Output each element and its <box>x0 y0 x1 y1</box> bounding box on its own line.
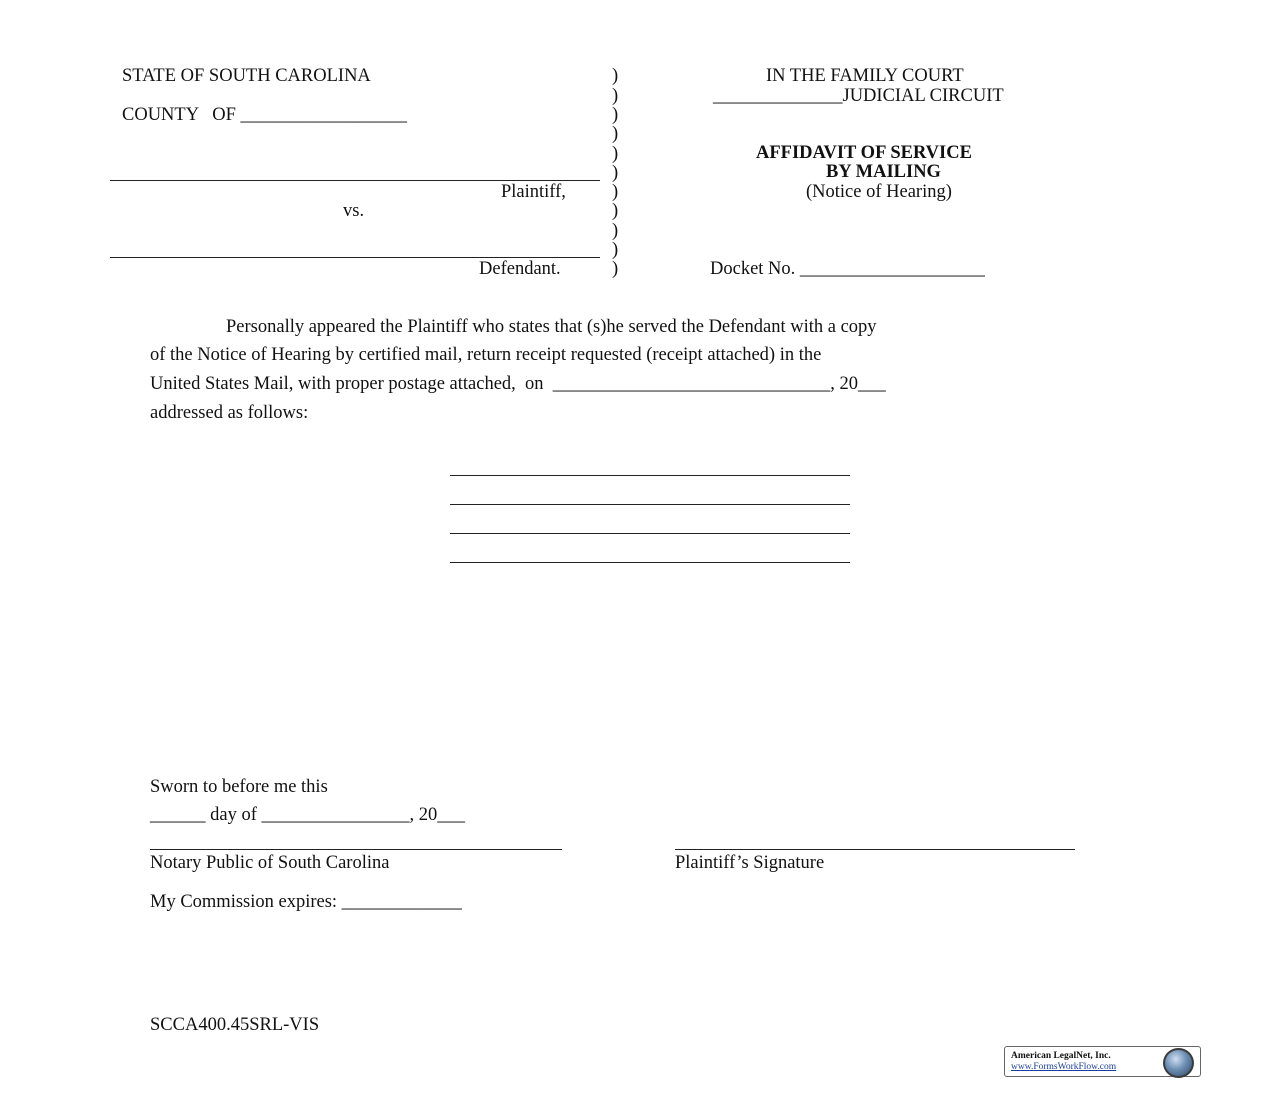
globe-icon <box>1163 1048 1194 1078</box>
plaintiff-signature-line[interactable] <box>675 849 1075 850</box>
document-title: AFFIDAVIT OF SERVICE <box>756 143 972 163</box>
sworn-text: Sworn to before me this <box>150 777 328 797</box>
court-name: IN THE FAMILY COURT <box>766 66 964 86</box>
address-line[interactable] <box>450 475 850 476</box>
defendant-label: Defendant. <box>479 259 561 279</box>
vs-label: vs. <box>343 201 365 221</box>
county-field[interactable]: COUNTY OF __________________ <box>122 105 408 125</box>
plaintiff-label: Plaintiff, <box>501 182 566 202</box>
paren: ) <box>612 124 619 144</box>
body-line-1: Personally appeared the Plaintiff who states that (s)he served the Defendant with a copy <box>226 317 877 337</box>
defendant-name-line[interactable] <box>110 257 600 258</box>
logo-url-link[interactable]: www.FormsWorkFlow.com <box>1011 1062 1117 1072</box>
notary-label: Notary Public of South Carolina <box>150 853 390 873</box>
paren: ) <box>612 86 619 106</box>
address-line[interactable] <box>450 504 850 505</box>
logo-company-name: American LegalNet, Inc. <box>1011 1051 1111 1061</box>
form-code: SCCA400.45SRL-VIS <box>150 1015 320 1035</box>
paren: ) <box>612 182 619 202</box>
publisher-logo <box>1004 1046 1201 1077</box>
state-heading: STATE OF SOUTH CAROLINA <box>122 66 371 86</box>
address-line[interactable] <box>450 562 850 563</box>
document-title-line2: BY MAILING <box>826 162 941 182</box>
sworn-date-field[interactable]: ______ day of ________________, 20___ <box>150 805 465 825</box>
plaintiff-name-line[interactable] <box>110 180 600 181</box>
notary-signature-line[interactable] <box>150 849 562 850</box>
paren: ) <box>612 259 619 279</box>
body-line-2: of the Notice of Hearing by certified mail, return receipt requested (receipt attached) in the <box>150 345 822 365</box>
paren: ) <box>612 105 619 125</box>
body-line-4: addressed as follows: <box>150 403 309 423</box>
plaintiff-signature-label: Plaintiff’s Signature <box>675 853 825 873</box>
judicial-circuit-field[interactable]: ______________JUDICIAL CIRCUIT <box>713 86 1004 106</box>
paren: ) <box>612 66 619 86</box>
address-line[interactable] <box>450 533 850 534</box>
document-subtitle: (Notice of Hearing) <box>806 182 952 202</box>
docket-number-field[interactable]: Docket No. ____________________ <box>710 259 985 279</box>
paren: ) <box>612 221 619 241</box>
body-line-3[interactable]: United States Mail, with proper postage attached, on ______________________________, 20___ <box>150 374 886 394</box>
paren: ) <box>612 163 619 183</box>
commission-expires-field[interactable]: My Commission expires: _____________ <box>150 892 462 912</box>
paren: ) <box>612 240 619 260</box>
paren: ) <box>612 201 619 221</box>
paren: ) <box>612 144 619 164</box>
